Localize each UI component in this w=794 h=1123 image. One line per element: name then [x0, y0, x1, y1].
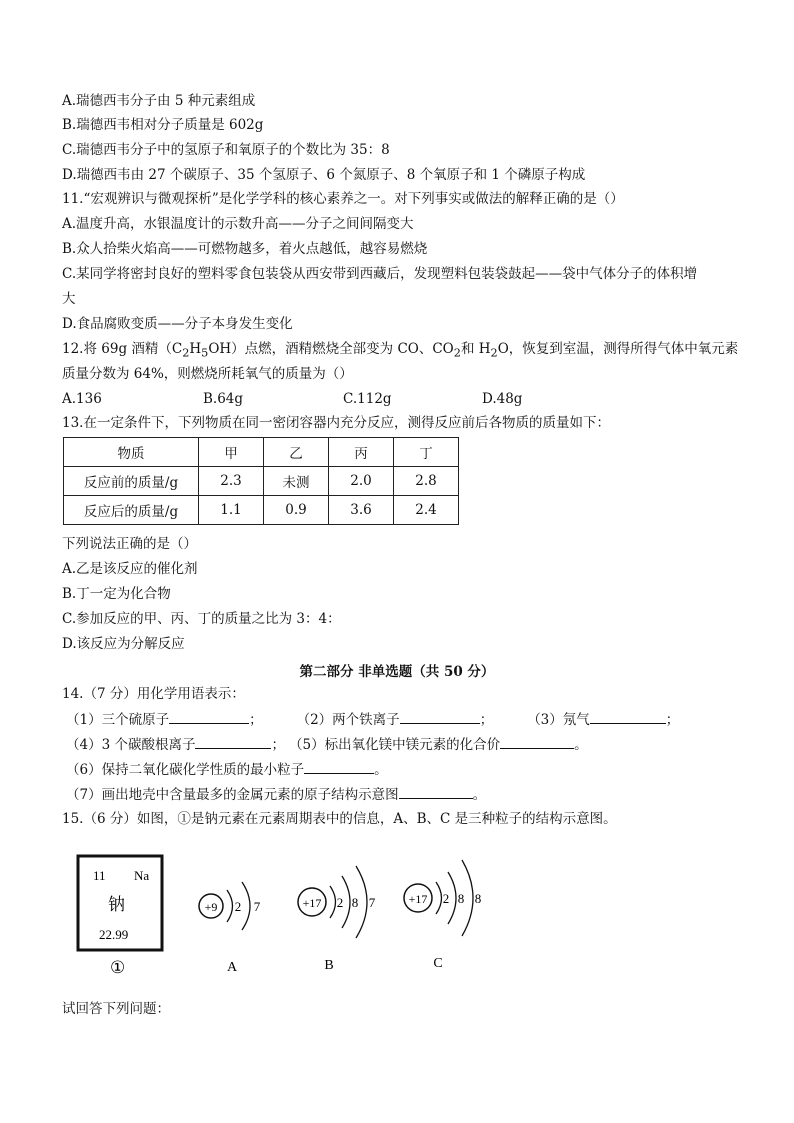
q13-mass-table — [63, 437, 459, 525]
table-cell: 反应前的质量/g — [64, 467, 199, 496]
q14-item-6-label: （6）保持二氧化碳化学性质的最小粒子 — [66, 762, 305, 778]
table-header-row — [64, 438, 459, 467]
particle-label: A — [226, 960, 238, 975]
q12-option-c: C.112g — [343, 391, 392, 407]
table-cell: 2.8 — [394, 467, 459, 496]
q12-subscript: 2 — [182, 346, 190, 360]
shell-electron-count: 2 — [336, 895, 344, 910]
q14-answer-blank-3[interactable] — [590, 710, 666, 724]
q14-end-mark: 。 — [374, 762, 388, 778]
shell-electron-count: 8 — [351, 895, 359, 910]
q11-option-d: D.食品腐败变质——分子本身发生变化 — [62, 316, 293, 332]
table-row — [64, 496, 459, 525]
particle-a-diagram — [199, 882, 261, 975]
table-header-cell: 丙 — [329, 438, 394, 467]
q14-separator: ； — [665, 712, 680, 728]
q14-answer-blank-6[interactable] — [304, 760, 374, 774]
q10-option-a: A.瑞德西韦分子由 5 种元素组成 — [62, 93, 256, 109]
atomic-mass: 22.99 — [99, 927, 129, 942]
electron-shell-arc — [330, 886, 336, 918]
q14-row3 — [66, 760, 388, 779]
q10-option-c: C.瑞德西韦分子中的氢原子和氧原子的个数比为 35：8 — [62, 142, 390, 158]
cell-label: ① — [110, 958, 126, 977]
q14-answer-blank-5[interactable] — [500, 735, 574, 749]
particle-c-diagram — [404, 860, 481, 971]
q11-option-c-line1: C.某同学将密封良好的塑料零食包装袋从西安带到西藏后，发现塑料包装袋鼓起——袋中气体分子的体积增 — [62, 266, 698, 282]
electron-shell-arc — [242, 882, 250, 930]
q13-option-a: A.乙是该反应的催化剂 — [62, 561, 198, 577]
shell-electron-count: 2 — [442, 891, 450, 906]
q13-option-b: B.丁一定为化合物 — [62, 586, 171, 602]
q14-item-7-label: （7）画出地壳中含量最多的金属元素的原子结构示意图 — [66, 787, 399, 803]
q14-row1 — [66, 710, 679, 729]
q10-option-b: B.瑞德西韦相对分子质量是 602g — [62, 117, 264, 133]
q12-stem-part: 和 H — [460, 341, 491, 357]
q12-stem-part: OH）点燃，酒精燃烧全部变为 CO、CO — [208, 341, 454, 357]
nucleus-charge: +17 — [302, 896, 322, 910]
table-cell: 2.4 — [394, 496, 459, 525]
q10-option-d: D.瑞德西韦由 27 个碳原子、35 个氢原子、6 个氮原子、8 个氧原子和 1 个磷原子构成 — [62, 167, 586, 183]
q11-option-a: A.温度升高，水银温度计的示数升高——分子之间间隔变大 — [62, 216, 414, 232]
q11-option-b: B.众人拾柴火焰高——可燃物越多，着火点越低，越容易燃烧 — [62, 241, 428, 257]
q14-separator: ； — [249, 712, 263, 728]
table-cell: 3.6 — [329, 496, 394, 525]
q12-stem-line2: 质量分数为 64%，则燃烧所耗氧气的质量为（） — [62, 366, 353, 382]
q15-figure-svg — [72, 842, 502, 980]
table-cell: 0.9 — [264, 496, 329, 525]
q11-option-c-line2: 大 — [62, 291, 76, 307]
shell-electron-count: 2 — [234, 899, 242, 914]
q13-option-d: D.该反应为分解反应 — [62, 636, 185, 652]
table-cell: 2.0 — [329, 467, 394, 496]
table-header-cell: 丁 — [394, 438, 459, 467]
electron-shell-arc — [227, 890, 233, 922]
table-row — [64, 467, 459, 496]
particle-b-diagram — [298, 866, 376, 973]
q14-end-mark: 。 — [472, 787, 487, 803]
q14-separator: ； — [271, 737, 285, 753]
q14-answer-blank-4[interactable] — [195, 735, 271, 749]
q15-prompt: 试回答下列问题： — [62, 1001, 170, 1017]
q11-stem: 11.“宏观辨识与微观探析”是化学学科的核心素养之一。对下列事实或做法的解释正确的是（） — [62, 191, 624, 207]
table-header-cell: 乙 — [264, 438, 329, 467]
q14-stem: 14.（7 分）用化学用语表示： — [62, 686, 245, 702]
table-cell: 1.1 — [199, 496, 264, 525]
atomic-number: 11 — [93, 868, 106, 883]
q14-separator: ； — [479, 712, 494, 728]
q14-item-1-label: （1）三个硫原子 — [66, 712, 170, 728]
shell-electron-count: 8 — [457, 891, 465, 906]
table-cell: 2.3 — [199, 467, 264, 496]
q14-answer-blank-2[interactable] — [400, 710, 480, 724]
q14-answer-blank-1[interactable] — [169, 710, 249, 724]
q13-option-c: C.参加反应的甲、丙、丁的质量之比为 3：4： — [62, 611, 341, 627]
q12-stem-line1 — [62, 340, 738, 363]
q12-stem-part: 12.将 69g 酒精（C — [62, 341, 183, 357]
electron-shell-arc — [436, 882, 442, 914]
shell-electron-count: 7 — [368, 895, 376, 910]
shell-electron-count: 7 — [253, 899, 261, 914]
nucleus-charge: +9 — [204, 900, 218, 914]
q12-option-b: B.64g — [203, 391, 244, 407]
table-header-cell: 甲 — [199, 438, 264, 467]
q12-subscript: 2 — [490, 346, 498, 360]
q14-item-2-label: （2）两个铁离子 — [296, 712, 400, 728]
q12-stem-part: O，恢复到室温，测得所得气体中氧元素 — [497, 341, 739, 357]
q14-row4 — [66, 785, 486, 804]
particle-label: C — [433, 956, 443, 971]
q15-stem: 15.（6 分）如图，①是钠元素在元素周期表中的信息，A、B、C 是三种粒子的结构示意图。 — [62, 811, 617, 827]
table-cell: 反应后的质量/g — [64, 496, 199, 525]
part2-title: 第二部分 非单选题（共 50 分） — [299, 664, 495, 680]
q14-row2 — [66, 735, 588, 754]
q12-option-a: A.136 — [62, 391, 102, 407]
q13-question: 下列说法正确的是（） — [62, 536, 197, 552]
element-symbol: Na — [134, 868, 150, 883]
q14-item-4-label: （4）3 个碳酸根离子 — [66, 737, 196, 753]
q14-item-3-label: （3）氖气 — [527, 712, 590, 728]
q14-answer-blank-7[interactable] — [399, 785, 473, 799]
table-cell: 未测 — [264, 467, 329, 496]
q14-item-5-label: （5）标出氧化镁中镁元素的化合价 — [288, 737, 501, 753]
periodic-table-cell — [78, 856, 162, 977]
element-name: 钠 — [108, 895, 125, 914]
particle-label: B — [324, 958, 334, 973]
q12-stem-part: H — [189, 341, 202, 357]
shell-electron-count: 8 — [474, 891, 482, 906]
q12-subscript: 5 — [201, 346, 209, 360]
nucleus-charge: +17 — [408, 892, 428, 906]
q15-figure — [72, 842, 502, 984]
table-header-cell: 物质 — [64, 438, 199, 467]
q12-subscript: 2 — [453, 346, 461, 360]
q12-option-d: D.48g — [482, 391, 523, 407]
q14-end-mark: 。 — [574, 737, 588, 753]
q13-stem: 13.在一定条件下，下列物质在同一密闭容器内充分反应，测得反应前后各物质的质量如下： — [62, 415, 610, 431]
